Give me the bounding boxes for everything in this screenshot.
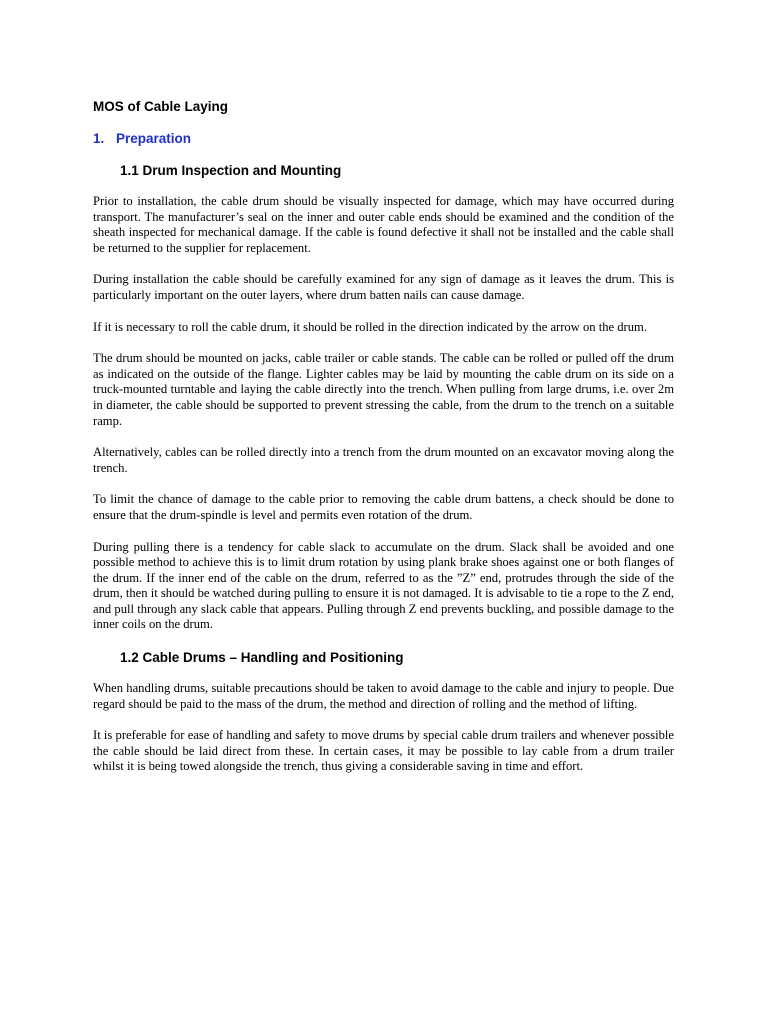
document-title: MOS of Cable Laying — [93, 99, 229, 114]
subsection-heading-drum-inspection: 1.1 Drum Inspection and Mounting — [120, 163, 342, 178]
paragraph: During installation the cable should be carefully examined for any sign of damage as it leaves the drum. This is particularly important on the outer layers, where drum batten nails can cause damage. — [93, 272, 674, 302]
paragraph: To limit the chance of damage to the cable prior to removing the cable drum battens, a check should be done to ensure that the drum-spindle is level and permits even rotation of the drum. — [93, 492, 674, 522]
section-number: 1. — [93, 131, 105, 146]
paragraph: It is preferable for ease of handling and safety to move drums by special cable drum trailers and whenever possible the cable should be laid direct from these. In certain cases, it may be possible to lay cable from a drum trailer whilst it is being towed alongside the trench, thus giving a considerable saving in time and effort. — [93, 728, 674, 774]
section-heading-preparation — [93, 130, 674, 148]
paragraph: If it is necessary to roll the cable drum, it should be rolled in the direction indicated by the arrow on the drum. — [93, 319, 647, 334]
section-title: Preparation — [116, 131, 192, 146]
paragraph: Prior to installation, the cable drum should be visually inspected for damage, which may have occurred during transport. The manufacturer’s seal on the inner and outer cable ends should be examined and the condition of the sheath inspected for mechanical damage. If the cable is found defective it shall not be installed and the cable shall be returned to the supplier for replacement. — [93, 194, 674, 255]
paragraph: During pulling there is a tendency for cable slack to accumulate on the drum. Slack shall be avoided and one possible method to achieve this is to limit drum rotation by using plank brake shoes against one or both flanges of the drum. If the inner end of the cable on the drum, referred to as the ”Z” end, protrudes through the side of the drum, then it should be watched during pulling to ensure it is not damaged. It is advisable to tie a rope to the Z end, and pull through any slack cable that appears. Pulling through Z end prevents buckling, and possible damage to the inner coils on the drum. — [93, 539, 674, 632]
document-page — [93, 98, 674, 791]
paragraph: Alternatively, cables can be rolled directly into a trench from the drum mounted on an excavator moving along the trench. — [93, 445, 674, 475]
subsection-heading-cable-drums: 1.2 Cable Drums – Handling and Positioning — [120, 650, 404, 666]
paragraph: The drum should be mounted on jacks, cable trailer or cable stands. The cable can be rolled or pulled off the drum as indicated on the outside of the flange. Lighter cables may be laid by mounting the cable drum on its side on a truck-mounted turntable and laying the cable directly into the trench. When pulling from large drums, i.e. over 2m in diameter, the cable should be supported to prevent stressing the cable, from the drum to the trench on a suitable ramp. — [93, 351, 674, 428]
paragraph: When handling drums, suitable precautions should be taken to avoid damage to the cable and injury to people. Due regard should be paid to the mass of the drum, the method and direction of rolling and the method of lifting. — [93, 681, 674, 711]
